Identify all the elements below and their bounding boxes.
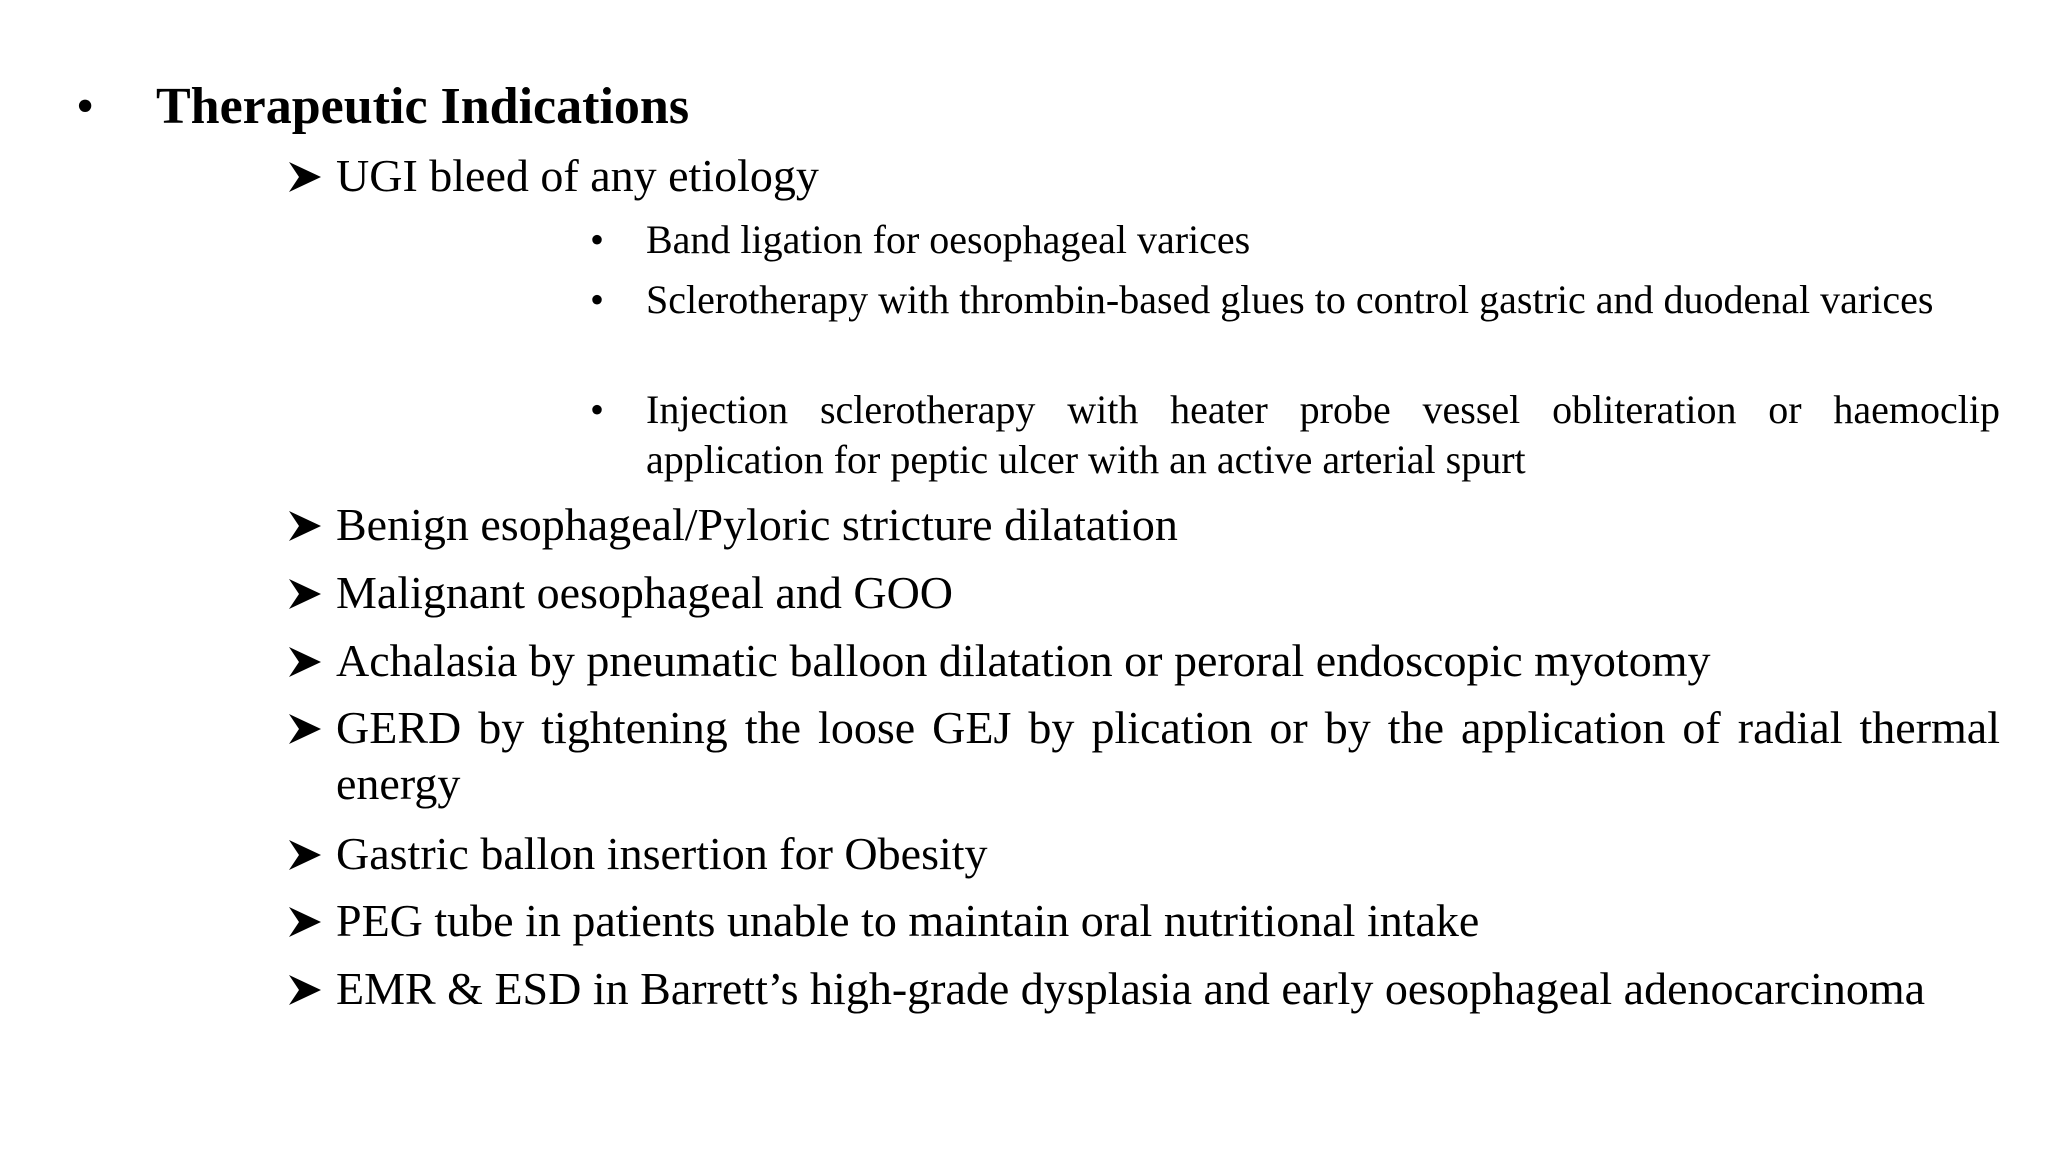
list-item-gerd: [288, 700, 2000, 812]
list-item-malignant-goo: [288, 565, 2000, 621]
heading-row: [0, 72, 2048, 142]
sub-item-text: Sclerotherapy with thrombin-based glues to control gastric and duodenal varices: [646, 277, 1934, 322]
slide-heading: Therapeutic Indications: [156, 78, 690, 135]
arrow-bullet-icon: [288, 497, 336, 553]
sub-item-injection-sclerotherapy: [590, 385, 2000, 485]
sub-item-sclerotherapy: [590, 275, 2000, 325]
arrow-bullet-icon: [288, 893, 336, 949]
list-item-peg-tube: [288, 893, 2000, 949]
list-item-gastric-ballon: [288, 826, 2000, 882]
sub-bullet: •: [590, 217, 605, 262]
sub-bullet: •: [590, 277, 605, 322]
list-item-text: Benign esophageal/Pyloric stricture dilatation: [336, 499, 1178, 550]
list-item-achalasia: [288, 633, 2000, 689]
list-item-text: Malignant oesophageal and GOO: [336, 567, 954, 618]
list-item-text: GERD by tightening the loose GEJ by plication or by the application of radial thermal energy: [336, 702, 2000, 809]
arrow-bullet-icon: [288, 633, 336, 689]
list-item-text: UGI bleed of any etiology: [336, 150, 819, 201]
list-item-ugi-bleed: [288, 148, 2000, 204]
sub-item-band-ligation: [590, 215, 2000, 265]
list-item-text: Achalasia by pneumatic balloon dilatation or peroral endoscopic myotomy: [336, 635, 1711, 686]
heading-bullet: •: [76, 78, 95, 135]
list-item-stricture-dilatation: [288, 497, 2000, 553]
arrow-bullet-icon: [288, 148, 336, 204]
sub-item-text: Injection sclerotherapy with heater probe vessel obliteration or haemoclip application for peptic ulcer with an active arterial spurt: [646, 387, 2000, 482]
list-item-emr-esd: [288, 961, 2000, 1017]
list-item-text: Gastric ballon insertion for Obesity: [336, 828, 988, 879]
arrow-bullet-icon: [288, 700, 336, 756]
arrow-bullet-icon: [288, 961, 336, 1017]
sub-bullet: •: [590, 387, 605, 432]
arrow-bullet-icon: [288, 565, 336, 621]
list-item-text: EMR & ESD in Barrett’s high-grade dysplasia and early oesophageal adenocarcinoma: [336, 963, 1926, 1014]
arrow-bullet-icon: [288, 826, 336, 882]
list-item-text: PEG tube in patients unable to maintain oral nutritional intake: [336, 895, 1480, 946]
sub-item-text: Band ligation for oesophageal varices: [646, 217, 1251, 262]
